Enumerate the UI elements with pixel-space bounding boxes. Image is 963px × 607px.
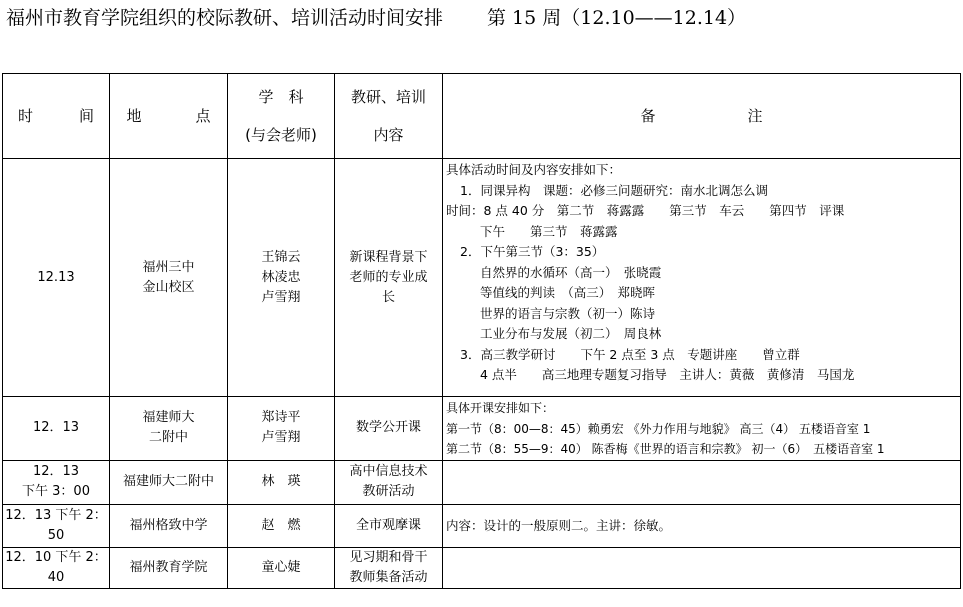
table-row — [3, 397, 961, 461]
note-line: 3．高三教学研讨 下午 2 点至 3 点 专题讲座 曾立群 — [460, 346, 800, 362]
time-line: 12．13 — [32, 464, 80, 479]
cell-place — [110, 460, 228, 504]
teacher-name: 童心婕 — [261, 559, 301, 575]
cell-notes — [443, 397, 961, 461]
cell-time — [3, 397, 110, 461]
teacher-name: 赵 燃 — [261, 517, 301, 533]
note-line: 世界的语言与宗教（初一）陈诗 — [480, 305, 656, 321]
content-line: 全市观摩课 — [355, 517, 421, 533]
note-line: 等值线的判读 （高三） 郑晓晖 — [480, 285, 656, 300]
cell-place — [110, 547, 228, 588]
cell-notes — [443, 159, 961, 397]
cell-teachers — [228, 547, 335, 588]
teacher-name: 郑诗平 — [261, 410, 301, 426]
place-line: 福建师大 — [142, 410, 195, 426]
header-place — [110, 74, 228, 159]
header-notes-a: 备 — [640, 107, 656, 125]
cell-place — [110, 159, 228, 397]
header-notes-b: 注 — [747, 107, 763, 125]
table-row — [3, 547, 961, 588]
cell-content — [335, 159, 443, 397]
time-line: 下午 3：00 — [22, 484, 90, 499]
note-line: 内容：设计的一般原则二。主讲：徐敏。 — [446, 517, 672, 533]
note-line: 第一节（8：00—8：45）赖勇宏 《外力作用与地貌》 高三（4） 五楼语音室 1 — [446, 421, 871, 436]
note-line: 工业分布与发展（初二） 周良林 — [480, 326, 662, 341]
note-line: 具体活动时间及内容安排如下： — [446, 162, 622, 177]
note-line: 时间：8 点 40 分 第二节 蒋露露 第三节 车云 第四节 评课 — [446, 203, 845, 218]
time-line: 40 — [47, 569, 65, 585]
cell-teachers — [228, 397, 335, 461]
content-line: 见习期和骨干 — [349, 549, 428, 565]
content-line: 高中信息技术 — [349, 464, 428, 479]
note-line: 2．下午第三节（3：35） — [460, 244, 605, 259]
teacher-name: 王锦云 — [261, 249, 301, 265]
place-line: 福州教育学院 — [129, 559, 208, 575]
header-subject — [228, 74, 335, 159]
page-title — [6, 3, 961, 30]
cell-place — [110, 504, 228, 547]
place-line: 二附中 — [148, 430, 188, 446]
place-line: 金山校区 — [142, 279, 195, 295]
cell-teachers — [228, 460, 335, 504]
cell-notes — [443, 460, 961, 504]
time-line: 12．13 下午 2： — [5, 507, 107, 523]
table-row — [3, 460, 961, 504]
cell-time — [3, 504, 110, 547]
note-line: 第二节（8：55—9：40） 陈香梅《世界的语言和宗教》 初一（6） 五楼语音室 1 — [446, 442, 885, 456]
header-subject-line2: (与会老师) — [245, 126, 317, 144]
cell-teachers — [228, 504, 335, 547]
header-content — [335, 74, 443, 159]
teacher-name: 林凌忠 — [261, 269, 301, 285]
schedule-table — [2, 73, 961, 589]
cell-time — [3, 547, 110, 588]
header-place-b: 点 — [195, 107, 211, 125]
cell-content — [335, 460, 443, 504]
cell-place — [110, 397, 228, 461]
header-time-b: 间 — [79, 107, 95, 125]
note-line: 1．同课异构 课题：必修三问题研究：南水北调怎么调 — [460, 182, 768, 198]
content-line: 教研活动 — [362, 484, 415, 499]
cell-content — [335, 547, 443, 588]
header-time — [3, 74, 110, 159]
table-row — [3, 159, 961, 397]
title-main: 福州市教育学院组织的校际教研、培训活动时间安排 — [6, 7, 444, 29]
note-line: 自然界的水循环（高一） 张晓霞 — [480, 264, 662, 280]
teacher-name: 林 瑛 — [261, 474, 301, 489]
content-line: 老师的专业成 — [349, 269, 428, 285]
cell-notes — [443, 504, 961, 547]
teacher-name: 卢雪翔 — [261, 430, 301, 446]
time-line: 50 — [47, 527, 65, 543]
place-line: 福州三中 — [142, 259, 195, 275]
time-line: 12．10 下午 2： — [5, 549, 107, 565]
note-line: 4 点半 高三地理专题复习指导 主讲人：黄薇 黄修清 马国龙 — [480, 367, 855, 382]
place-line: 福建师大二附中 — [122, 474, 214, 489]
place-line: 福州格致中学 — [129, 517, 208, 533]
note-line: 下午 第三节 蒋露露 — [480, 223, 618, 239]
header-place-a: 地 — [126, 107, 142, 125]
header-time-a: 时 — [17, 107, 33, 125]
teacher-name: 卢雪翔 — [261, 289, 301, 305]
content-line: 教师集备活动 — [349, 569, 428, 585]
title-week: 第 15 周（12.10——12.14） — [487, 7, 747, 29]
content-line: 新课程背景下 — [349, 249, 428, 265]
content-line: 长 — [381, 289, 395, 305]
note-line: 具体开课安排如下： — [446, 401, 555, 415]
header-notes — [443, 74, 961, 159]
content-line: 数学公开课 — [355, 420, 421, 436]
cell-time — [3, 460, 110, 504]
cell-notes — [443, 547, 961, 588]
header-content-line2: 内容 — [373, 126, 404, 144]
table-row — [3, 504, 961, 547]
cell-content — [335, 504, 443, 547]
time-line: 12.13 — [37, 269, 75, 285]
header-content-line1: 教研、培训 — [350, 88, 426, 106]
cell-time — [3, 159, 110, 397]
time-line: 12．13 — [32, 420, 80, 436]
header-row — [3, 74, 961, 159]
cell-teachers — [228, 159, 335, 397]
header-subject-line1: 学 科 — [258, 88, 304, 106]
cell-content — [335, 397, 443, 461]
